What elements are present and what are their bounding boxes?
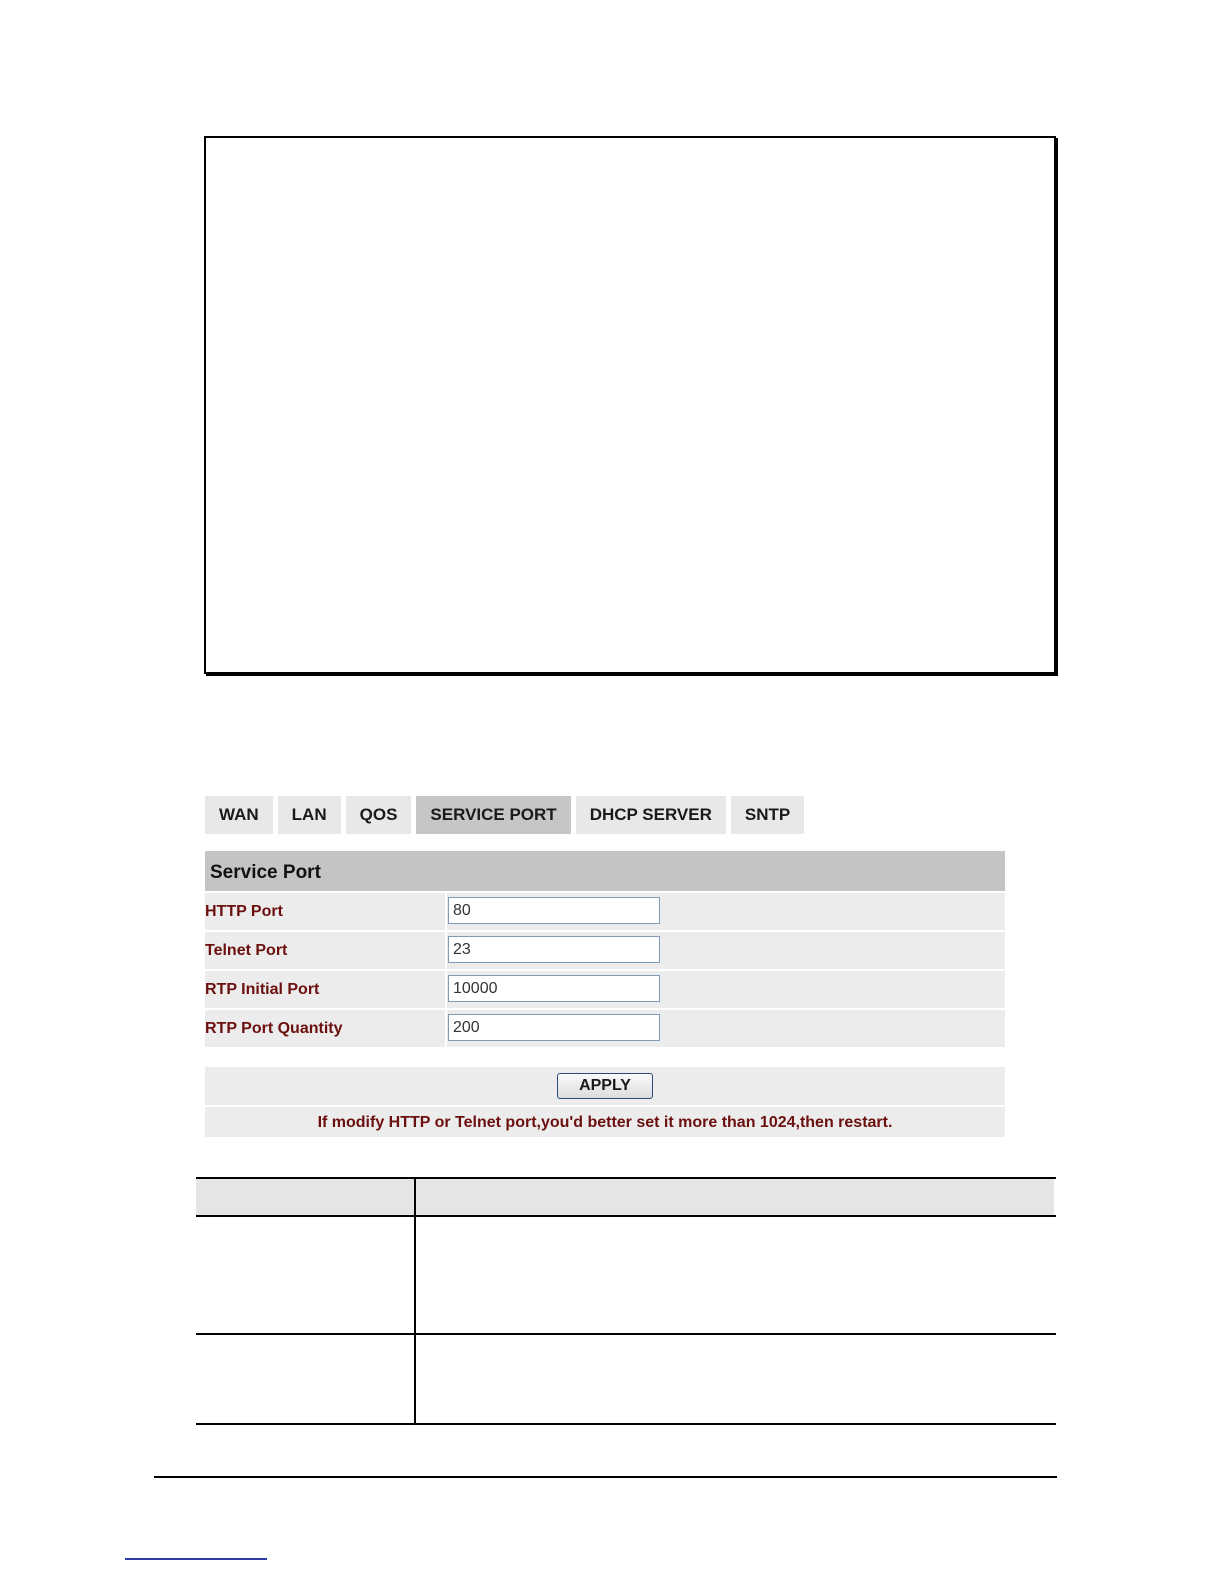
telnet-port-cell: [445, 932, 1005, 969]
tab-dhcp-server[interactable]: DHCP SERVER: [576, 796, 726, 834]
description-table: [196, 1177, 1056, 1425]
tab-wan[interactable]: WAN: [205, 796, 273, 834]
rtp-port-quantity-row: [205, 1010, 1005, 1047]
panel-title: Service Port: [205, 851, 1005, 891]
service-port-panel: [205, 851, 1005, 1047]
tab-service-port[interactable]: SERVICE PORT: [416, 796, 570, 834]
table-header-rule: [196, 1215, 1056, 1217]
restart-warning: If modify HTTP or Telnet port,you'd better set it more than 1024,then restart.: [205, 1107, 1005, 1137]
apply-button[interactable]: APPLY: [557, 1073, 653, 1099]
footer-link-underline[interactable]: [125, 1558, 267, 1560]
rtp-port-quantity-input[interactable]: [448, 1014, 660, 1041]
telnet-port-input[interactable]: [448, 936, 660, 963]
http-port-input[interactable]: [448, 897, 660, 924]
table-bottom-rule: [196, 1423, 1056, 1425]
table-row-rule: [196, 1333, 1056, 1335]
footer-rule: [154, 1476, 1057, 1478]
table-header-row: [196, 1179, 1054, 1215]
http-port-cell: [445, 893, 1005, 930]
rtp-port-quantity-cell: [445, 1010, 1005, 1047]
rtp-initial-port-cell: [445, 971, 1005, 1008]
table-column-divider: [414, 1177, 416, 1425]
http-port-label: HTTP Port: [205, 903, 283, 920]
telnet-port-label: Telnet Port: [205, 942, 288, 959]
telnet-port-row: [205, 932, 1005, 969]
tab-lan[interactable]: LAN: [278, 796, 341, 834]
tab-sntp[interactable]: SNTP: [731, 796, 804, 834]
http-port-row: [205, 893, 1005, 930]
note-box: [204, 136, 1056, 674]
rtp-initial-port-label: RTP Initial Port: [205, 981, 320, 998]
apply-row: [205, 1067, 1005, 1105]
rtp-initial-port-input[interactable]: [448, 975, 660, 1002]
tab-bar: [205, 796, 804, 834]
rtp-initial-port-row: [205, 971, 1005, 1008]
tab-qos[interactable]: QOS: [346, 796, 412, 834]
rtp-port-quantity-label: RTP Port Quantity: [205, 1020, 343, 1037]
